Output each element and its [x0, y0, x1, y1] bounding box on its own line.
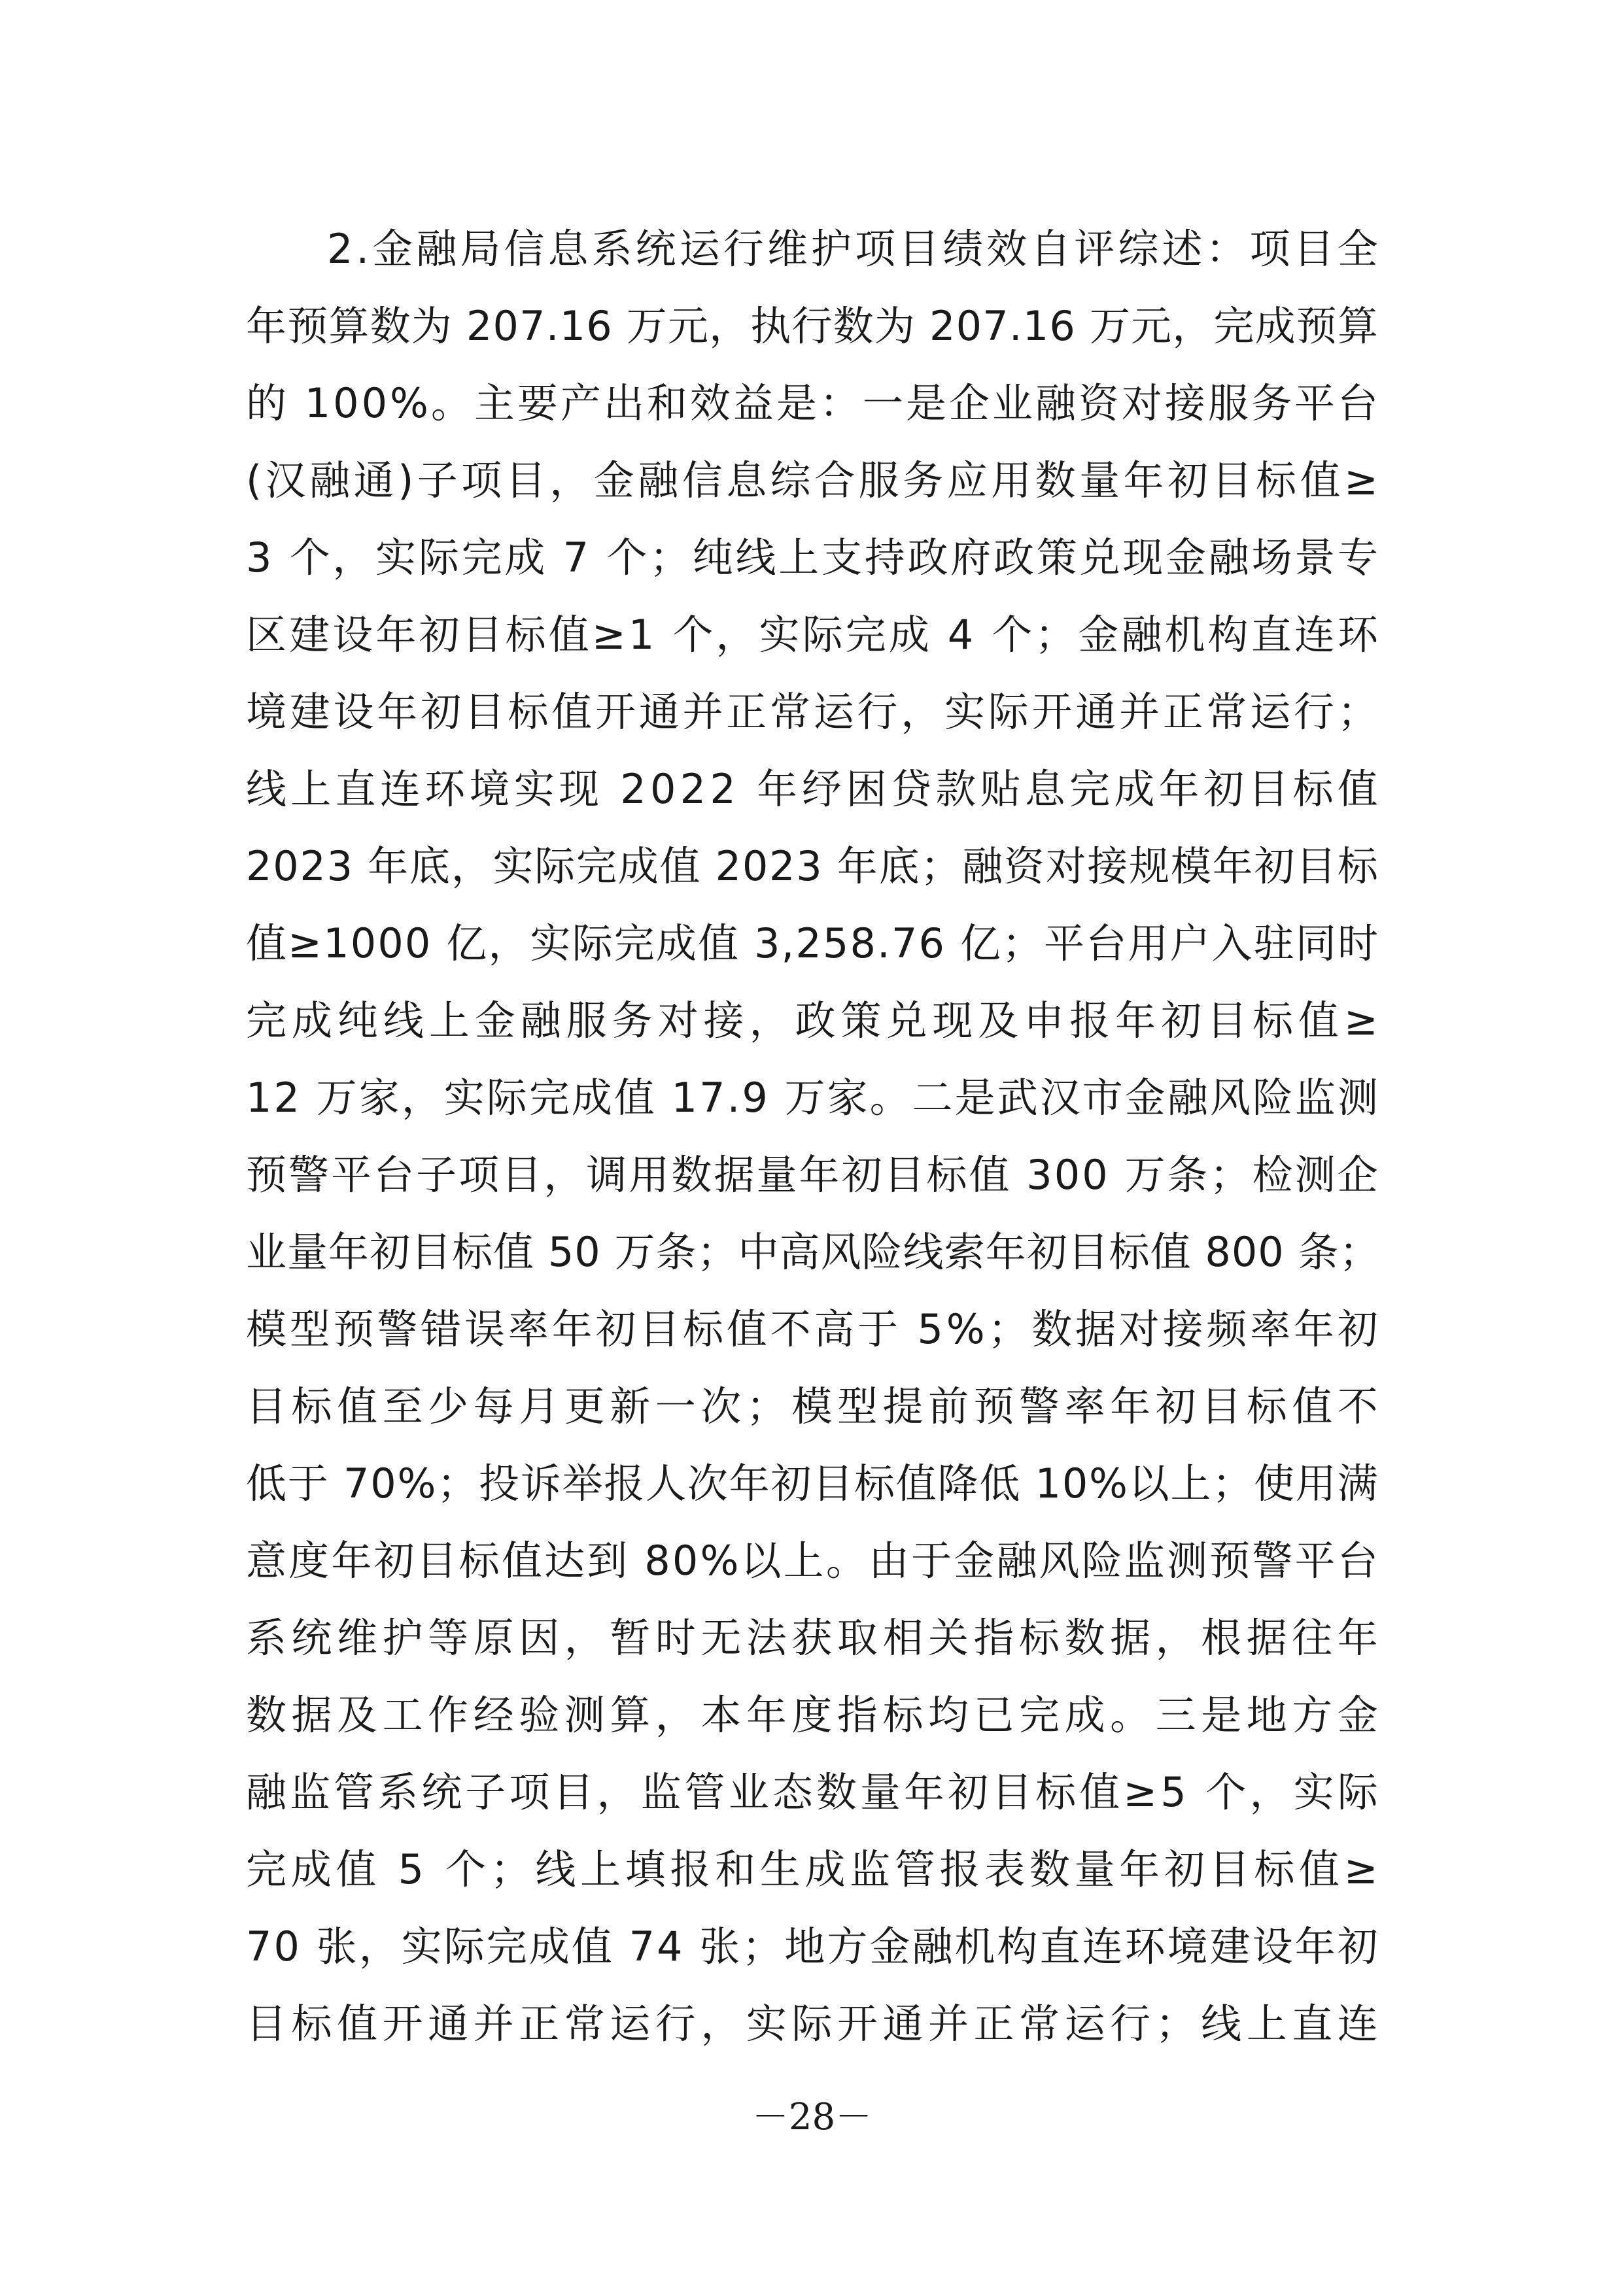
text-line: 完 成 值 5 个 ； 线 上 填 报 和 生 成 监 管 报 表 数 量 年 初 目 标 值 ≥ — [246, 1845, 1379, 1893]
text-line: 模 型 预 警 错 误 率 年 初 目 标 值 不 高 于 5 % ； 数 据 对 接 频 率 年 初 — [246, 1305, 1379, 1353]
text-line: 融 监 管 系 统 子 项 目 ， 监 管 业 态 数 量 年 初 目 标 值 ≥ 5 个 ， 实 际 — [246, 1768, 1379, 1816]
text-line: 年 预 算 数 为 2 0 7 . 1 6 万 元 ， 执 行 数 为 2 0 7 . 1 6 万 元 ， 完 成 预 算 — [246, 302, 1379, 350]
text-line: 3 个 ， 实 际 完 成 7 个 ； 纯 线 上 支 持 政 府 政 策 兑 现 金 融 场 景 专 — [246, 534, 1379, 581]
text-line: 2 0 2 3 年 底 ， 实 际 完 成 值 2 0 2 3 年 底 ； 融 资 对 接 规 模 年 初 目 标 — [246, 842, 1379, 890]
text-line: 数 据 及 工 作 经 验 测 算 ， 本 年 度 指 标 均 已 完 成 。 三 是 地 方 金 — [246, 1691, 1379, 1739]
text-line: 线 上 直 连 环 境 实 现 2 0 2 2 年 纾 困 贷 款 贴 息 完 成 年 初 目 标 值 — [246, 765, 1379, 813]
text-line: ( 汉 融 通 ) 子 项 目 ， 金 融 信 息 综 合 服 务 应 用 数 量 年 初 目 标 值 ≥ — [246, 456, 1379, 504]
text-line: 目 标 值 开 通 并 正 常 运 行 ， 实 际 开 通 并 正 常 运 行 ； 线 上 直 连 — [246, 2000, 1379, 2048]
text-line: 意 度 年 初 目 标 值 达 到 8 0 % 以 上 。 由 于 金 融 风 险 监 测 预 警 平 台 — [246, 1537, 1379, 1585]
text-line: 的 1 0 0 % 。 主 要 产 出 和 效 益 是 ： 一 是 企 业 融 资 对 接 服 务 平 台 — [246, 379, 1379, 427]
text-line: 区 建 设 年 初 目 标 值 ≥ 1 个 ， 实 际 完 成 4 个 ； 金 融 机 构 直 连 环 — [246, 611, 1379, 659]
text-line: 业 量 年 初 目 标 值 5 0 万 条 ； 中 高 风 险 线 索 年 初 目 标 值 8 0 0 条 ； — [246, 1228, 1381, 1276]
text-line: 系 统 维 护 等 原 因 ， 暂 时 无 法 获 取 相 关 指 标 数 据 ， 根 据 往 年 — [246, 1614, 1379, 1662]
text-line: 2 . 金 融 局 信 息 系 统 运 行 维 护 项 目 绩 效 自 评 综 述 ： 项 目 全 — [327, 225, 1379, 273]
page-number: －28－ — [752, 2096, 872, 2138]
text-line: 1 2 万 家 ， 实 际 完 成 值 1 7 . 9 万 家 。 二 是 武 汉 市 金 融 风 险 监 测 — [246, 1074, 1379, 1122]
text-line: 值 ≥ 1 0 0 0 亿 ， 实 际 完 成 值 3 , 2 5 8 . 7 6 亿 ； 平 台 用 户 入 驻 同 时 — [246, 919, 1379, 967]
text-line: 目 标 值 至 少 每 月 更 新 一 次 ； 模 型 提 前 预 警 率 年 初 目 标 值 不 — [246, 1382, 1379, 1430]
text-line: 7 0 张 ， 实 际 完 成 值 7 4 张 ； 地 方 金 融 机 构 直 连 环 境 建 设 年 初 — [246, 1923, 1379, 1970]
text-line: 预 警 平 台 子 项 目 ， 调 用 数 据 量 年 初 目 标 值 3 0 0 万 条 ； 检 测 企 — [246, 1151, 1379, 1199]
text-line: 完 成 纯 线 上 金 融 服 务 对 接 ， 政 策 兑 现 及 申 报 年 初 目 标 值 ≥ — [246, 997, 1379, 1044]
text-line: 低 于 7 0 % ； 投 诉 举 报 人 次 年 初 目 标 值 降 低 1 0 % 以 上 ； 使 用 满 — [246, 1460, 1379, 1507]
body-paragraph — [246, 211, 1379, 2063]
text-line: 境 建 设 年 初 目 标 值 开 通 并 正 常 运 行 ， 实 际 开 通 并 正 常 运 行 ； — [246, 688, 1379, 736]
